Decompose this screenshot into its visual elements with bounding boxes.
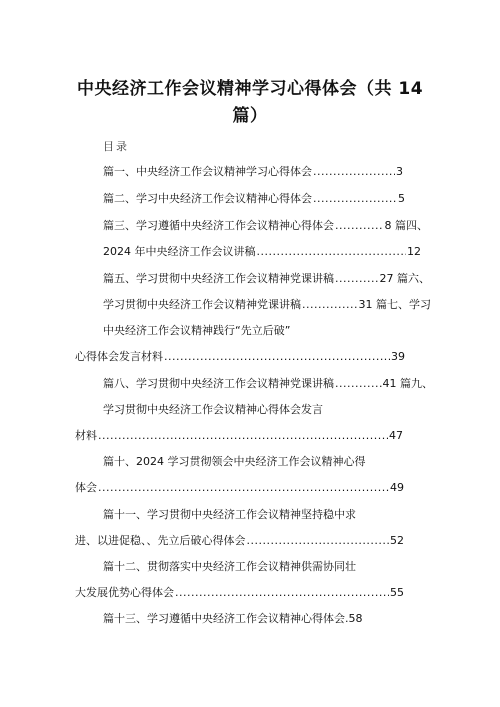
toc-entry-text: 篇十三、学习遵循中央经济工作会议精神心得体会: [103, 612, 345, 625]
toc-entry-page: 8 篇四、: [384, 219, 428, 232]
toc-entry-text: 篇十一、学习贯彻中央经济工作会议精神坚持稳中求: [103, 508, 356, 521]
toc-entry: [103, 219, 428, 233]
toc-entry-text: 2024 年中央经济工作会议讲稿: [103, 245, 256, 258]
toc-entry-text: 中央经济工作会议精神践行“先立后破”: [103, 324, 291, 337]
toc-entry: [75, 534, 404, 548]
toc-entry-page: 12: [407, 245, 421, 258]
toc-entry-text: 大发展优势心得体会: [75, 586, 174, 599]
toc-leader-dots: [313, 165, 395, 179]
toc-leader-dots: [302, 298, 358, 312]
toc-leader-dots: [98, 481, 389, 495]
toc-entry: [103, 298, 431, 312]
toc-entry-separator: .: [345, 612, 349, 625]
toc-leader-dots: [335, 377, 382, 391]
toc-leader-dots: [164, 350, 390, 364]
toc-entry-text: 篇五、学习贯彻中央经济工作会议精神党课讲稿: [103, 272, 334, 285]
toc-leader-dots: [98, 429, 388, 443]
toc-entry-page: 39: [391, 350, 405, 363]
toc-entry-text: 篇二、学习中央经济工作会议精神心得体会: [103, 192, 312, 205]
toc-entry-page: 49: [390, 481, 404, 494]
toc-entry: [103, 377, 433, 391]
toc-entry-text: 学习贯彻中央经济工作会议精神心得体会发言: [103, 403, 323, 416]
toc-entry: [103, 508, 356, 522]
toc-entry: [75, 350, 405, 364]
toc-entry: [103, 192, 405, 206]
toc-entry-text: 体会: [75, 481, 97, 494]
toc-leader-dots: [335, 272, 379, 286]
toc-entry: [103, 324, 290, 338]
document-title-line-2: 篇）: [232, 106, 268, 126]
toc-entry-text: 心得体会发言材料: [75, 350, 163, 363]
toc-entry-page: 31 篇七、学习: [358, 298, 431, 311]
toc-entry-text: 篇一、中央经济工作会议精神学习心得体会: [103, 165, 312, 178]
toc-entry: [103, 272, 430, 286]
toc-entry: [103, 612, 363, 626]
toc-entry: [75, 586, 404, 600]
toc-entry-text: 进、以进促稳、、先立后破心得体会: [75, 534, 246, 547]
toc-leader-dots: [247, 534, 390, 548]
toc-entry: [103, 560, 356, 574]
toc-entry: [103, 455, 366, 469]
toc-leader-dots: [257, 245, 407, 259]
document-title-line-1: 中央经济工作会议精神学习心得体会（共 14: [76, 79, 424, 99]
toc-entry-text: 材料: [75, 429, 97, 442]
toc-entry: [103, 403, 323, 417]
toc-entry-text: 篇十二、贯彻落实中央经济工作会议精神供需协同壮: [103, 560, 356, 573]
toc-entry-page: 5: [398, 192, 405, 205]
toc-entry: [103, 245, 421, 259]
toc-entry-page: 41 篇九、: [382, 377, 433, 390]
toc-entry-page: 47: [389, 429, 403, 442]
toc-entry-page: 55: [390, 586, 404, 599]
toc-entry: [103, 165, 403, 179]
toc-entry-text: 学习贯彻中央经济工作会议精神党课讲稿: [103, 298, 301, 311]
toc-entry-page: 58: [348, 612, 363, 625]
toc-heading: 目录: [103, 140, 129, 153]
toc-entry: [75, 481, 404, 495]
toc-entry-page: 27 篇六、: [379, 272, 430, 285]
toc-entry-text: 篇三、学习遵循中央经济工作会议精神心得体会: [103, 219, 334, 232]
toc-entry: [75, 429, 403, 443]
toc-entry-text: 篇十、2024 学习贯彻领会中央经济工作会议精神心得: [103, 455, 366, 468]
toc-entry-text: 篇八、学习贯彻中央经济工作会议精神党课讲稿: [103, 377, 334, 390]
toc-entry-page: 3: [396, 165, 403, 178]
toc-leader-dots: [313, 192, 397, 206]
toc-leader-dots: [335, 219, 384, 233]
toc-entry-page: 52: [390, 534, 404, 547]
toc-leader-dots: [175, 586, 389, 600]
